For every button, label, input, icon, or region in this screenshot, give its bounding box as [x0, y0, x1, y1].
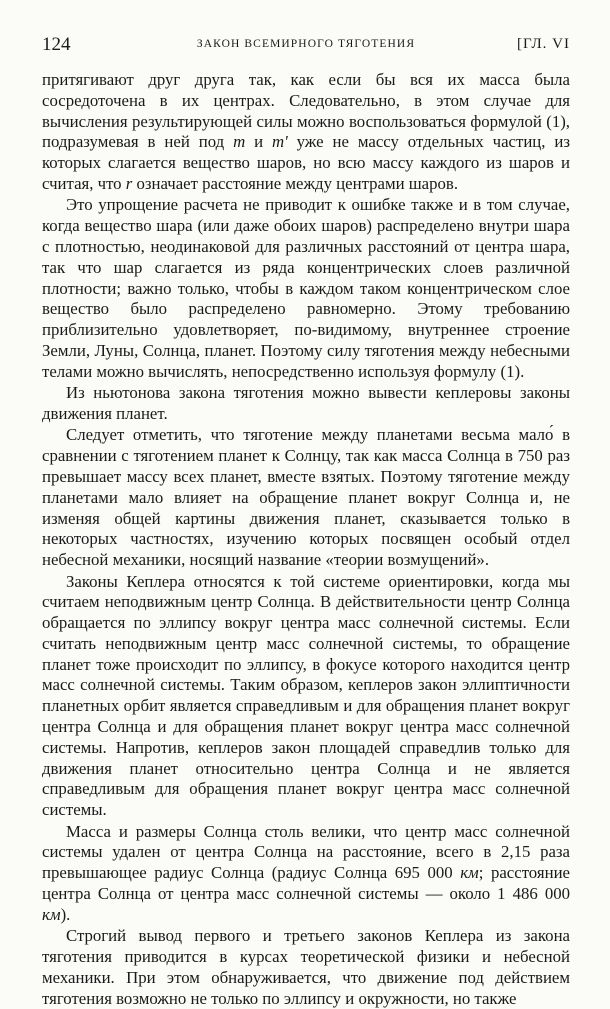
paragraph-text: ; расстояние центра Солнца от центра масс солнечной системы — около 1 486 000	[42, 863, 571, 904]
paragraph-text: ).	[60, 904, 71, 924]
page-header	[42, 34, 570, 56]
paragraph-text: уже не массу отдельных частиц, из которых слагается вещество шаров, но всю массу каждого из шаров и считая, что	[42, 132, 571, 193]
paragraph-5: Законы Кеплера относятся к той системе ориентировки, когда мы считаем неподвижным центр Солнца. В действительности центр Солнца обращается по эллипсу вокруг центра масс солнечной системы. Если считать неподвижным центр масс солнечной системы, то обращение планет тоже происходит по эллипсу, в фокусе которого находится центр масс солнечной системы. Таким образом, кеплеров закон эллиптичности планетных орбит является справедливым и для обращения планет вокруг центра Солнца и для обращения планет вокруг центра масс солнечной системы. Напротив, кеплеров закон площадей справедлив только для движения планет относительно центра Солнца и не является справедливым для обращения планет вокруг центра масс солнечной системы.	[42, 571, 570, 820]
paragraph-2: Это упрощение расчета не приводит к ошибке также и в том случае, когда вещество шара (или даже обоих шаров) распределено внутри шара с плотностью, неодинаковой для различных расстояний от центра шара, так что шар слагается из ряда концентрических слоев различной плотности; важно только, чтобы в каждом таком концентрическом слое вещество было распределено равномерно. Этому требованию приблизительно удовлетворяет, по-видимому, внутреннее строение Земли, Луны, Солнца, планет. Поэтому силу тяготения между небесными телами можно вычислять, непосредственно используя формулу (1).	[42, 195, 570, 381]
paragraph-4: Следует отметить, что тяготение между планетами весьма мало́ в сравнении с тяготением планет к Солнцу, так как масса Солнца в 750 раз превышает массу всех планет, вместе взятых. Поэтому тяготение между планетами мало влияет на обращение планет вокруг Солнца и, не изменяя общей картины движения планет, сказывается только в некоторых частностях, изучению которых посвящен особый отдел небесной механики, носящий название «теории возмущений».	[42, 425, 570, 570]
running-title: ЗАКОН ВСЕМИРНОГО ТЯГОТЕНИЯ	[196, 38, 416, 50]
page-number: 124	[42, 34, 71, 55]
paragraph-7: Строгий вывод первого и третьего законов Кеплера из закона тяготения приводится в курсах теоретической физики и небесной механики. При этом обнаруживается, что движение под действием тяготения возможно не только по эллипсу и окружности, но также	[42, 926, 570, 1008]
paragraph-1	[42, 70, 570, 195]
paragraph-6	[42, 822, 570, 926]
page-body	[42, 70, 570, 1009]
symbol-r: r	[125, 173, 133, 193]
paragraph-text: Масса и размеры Солнца столь велики, что центр масс солнечной системы удален от центра Солнца на расстояние, всего в 2,15 раза превышающее радиус Солнца (радиус Солнца 695 000	[42, 821, 570, 883]
paragraph-text: означает расстояние между центрами шаров.	[132, 173, 459, 193]
paragraph-text: и	[245, 132, 272, 152]
unit-km: км	[460, 863, 479, 883]
chapter-marker: [ГЛ. VI	[516, 36, 570, 52]
symbol-m-prime: m'	[272, 132, 288, 152]
paragraph-3: Из ньютонова закона тяготения можно вывести кеплеровы законы движения планет.	[42, 383, 570, 423]
unit-km: км	[42, 904, 61, 924]
paragraph-text: притягивают друг друга так, как если бы вся их масса была сосредоточена в их центрах. Следовательно, в этом случае для вычисления результирующей силы можно воспользоваться формулой (1), подразумевая в ней под	[42, 70, 570, 152]
symbol-m: m	[233, 132, 246, 152]
